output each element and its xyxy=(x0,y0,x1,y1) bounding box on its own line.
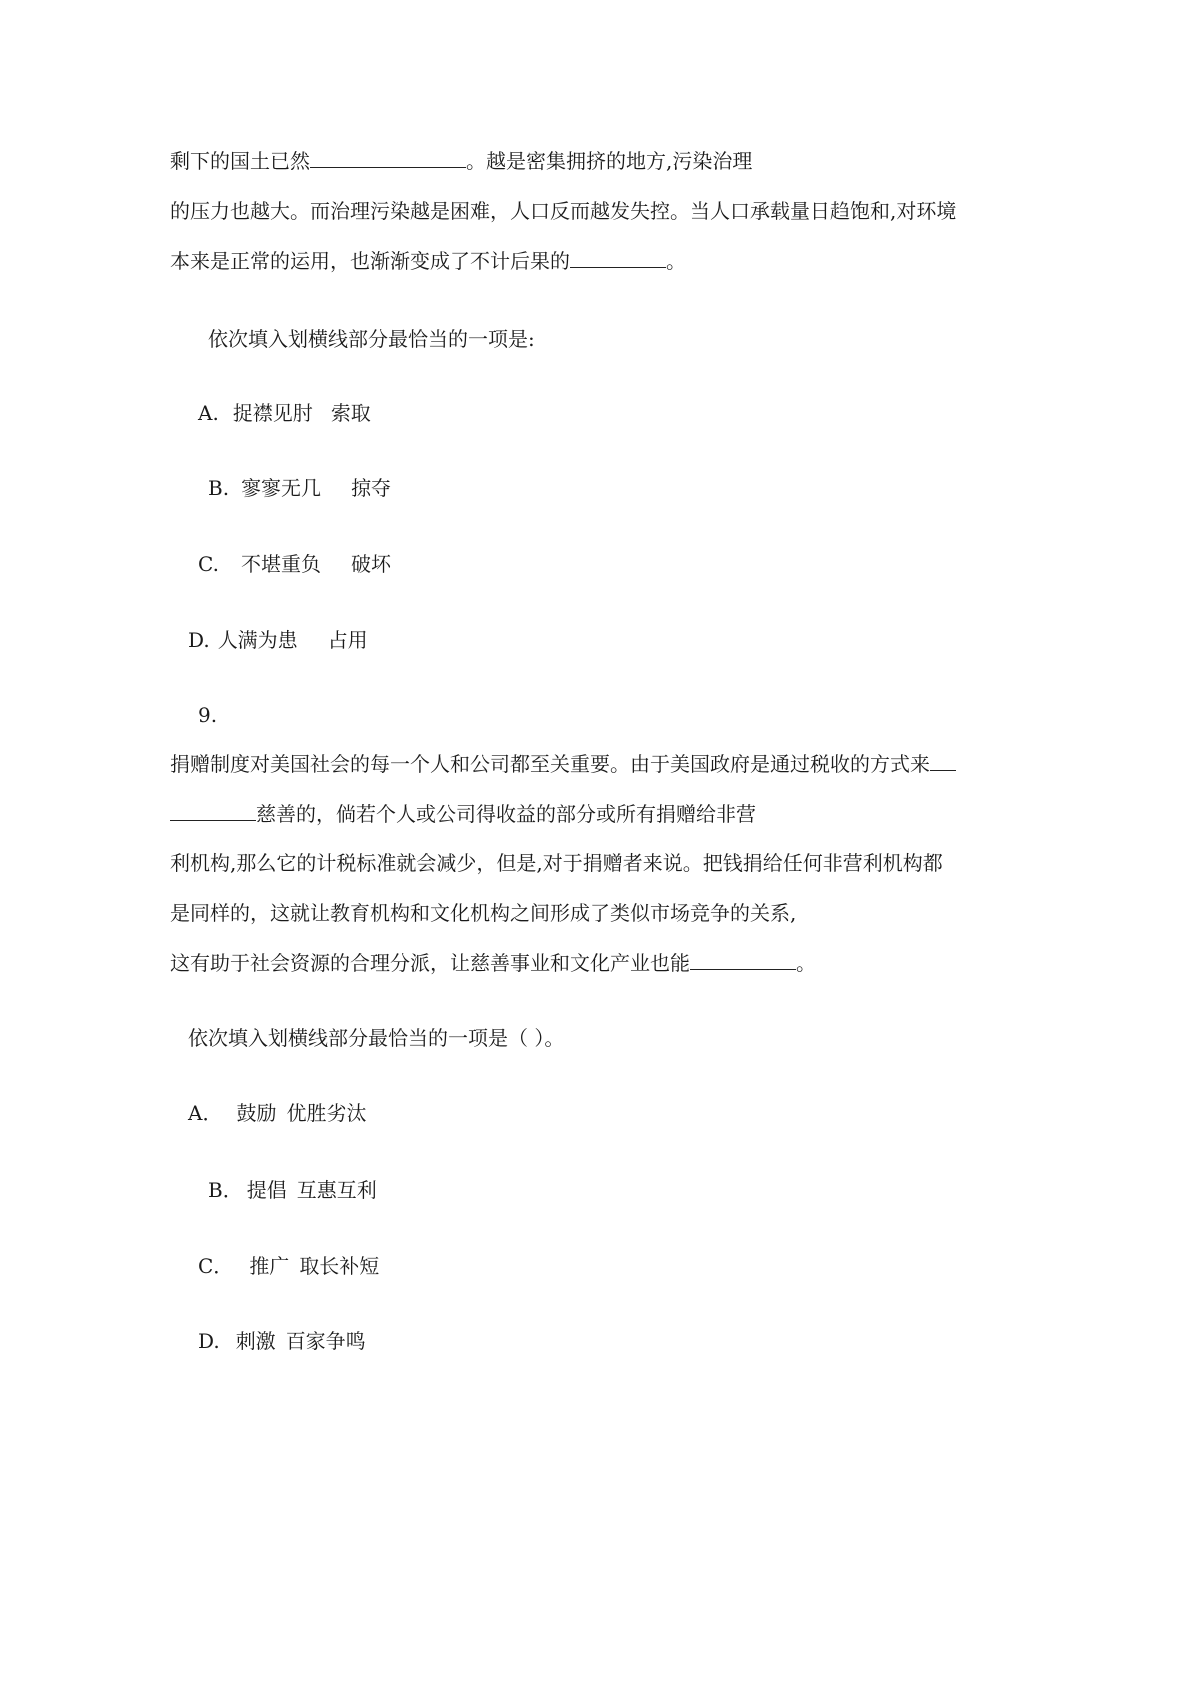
q8-option-b-second: 掠夺 xyxy=(351,476,392,500)
q8-option-c-second: 破坏 xyxy=(350,552,391,576)
q9-option-d-letter: D. xyxy=(198,1329,220,1353)
q9-prompt: 依次填入划横线部分最恰当的一项是（ ）。 xyxy=(188,1026,565,1050)
q9-option-b-second: 互惠互利 xyxy=(296,1178,377,1202)
q8-option-d xyxy=(188,627,368,653)
q9-option-a-second: 优胜劣汰 xyxy=(286,1101,367,1125)
q9-number: 9. xyxy=(198,703,218,727)
q8-option-c xyxy=(198,551,391,577)
q8-option-a-first: 捉襟见肘 xyxy=(232,401,313,425)
q8-option-a xyxy=(198,400,371,426)
q9-line1-text: 捐赠制度对美国社会的每一个人和公司都至关重要。由于美国政府是通过税收的方式来 xyxy=(170,752,930,776)
q8-blank-1 xyxy=(310,149,466,168)
q9-blank-2 xyxy=(690,951,796,970)
q8-option-d-second: 占用 xyxy=(327,628,368,652)
q9-option-a-first: 鼓励 xyxy=(236,1101,277,1125)
q8-text-line-2: 的压力也越大。而治理污染越是困难，人口反而越发失控。当人口承载量日趋饱和,对环境 xyxy=(170,199,957,223)
q8-prompt: 依次填入划横线部分最恰当的一项是: xyxy=(208,327,535,351)
q8-option-b xyxy=(208,475,391,501)
q8-option-c-first: 不堪重负 xyxy=(240,552,321,576)
q8-option-b-first: 寥寥无几 xyxy=(241,476,322,500)
q9-text-line-1 xyxy=(170,751,956,777)
q9-option-d xyxy=(198,1328,366,1354)
q9-option-c-letter: C． xyxy=(198,1254,234,1278)
q9-option-d-first: 刺激 xyxy=(235,1329,276,1353)
q9-option-c xyxy=(198,1253,379,1279)
q8-text-line-3 xyxy=(170,248,686,274)
q8-option-c-letter: C. xyxy=(198,552,219,576)
q8-blank-2 xyxy=(570,249,666,268)
q9-option-a-letter: A． xyxy=(188,1101,223,1125)
q8-text-line-1 xyxy=(170,148,752,174)
q9-line2-post: 慈善的，倘若个人或公司得收益的部分或所有捐赠给非营 xyxy=(256,802,756,826)
q8-line3-post: 。 xyxy=(666,249,686,273)
q9-text-line-5 xyxy=(170,950,816,976)
q9-option-c-second: 取长补短 xyxy=(299,1254,380,1278)
q9-option-b xyxy=(208,1177,377,1203)
q8-line3-pre: 本来是正常的运用，也渐渐变成了不计后果的 xyxy=(170,249,570,273)
q9-option-b-first: 提倡 xyxy=(246,1178,287,1202)
q8-line1-pre: 剩下的国土已然 xyxy=(170,149,310,173)
q8-line1-post: 。越是密集拥挤的地方,污染治理 xyxy=(466,149,753,173)
q8-option-a-second: 索取 xyxy=(330,401,371,425)
q9-text-line-4: 是同样的，这就让教育机构和文化机构之间形成了类似市场竞争的关系, xyxy=(170,901,797,925)
q9-text-line-3: 利机构,那么它的计税标准就会减少，但是,对于捐赠者来说。把钱捐给任何非营利机构都 xyxy=(170,851,943,875)
q9-text-line-2 xyxy=(170,801,756,827)
q8-option-d-letter: D. xyxy=(188,628,210,652)
q9-blank-1a xyxy=(930,752,956,771)
q9-line5-pre: 这有助于社会资源的合理分派，让慈善事业和文化产业也能 xyxy=(170,951,690,975)
q8-option-a-letter: A. xyxy=(198,401,219,425)
q9-option-d-second: 百家争鸣 xyxy=(285,1329,366,1353)
q9-option-a xyxy=(188,1100,366,1126)
q9-blank-1b xyxy=(170,802,256,821)
q8-option-b-letter: B. xyxy=(208,476,230,500)
q9-option-b-letter: B． xyxy=(208,1178,243,1202)
q8-option-d-first: 人满为患 xyxy=(217,628,298,652)
q9-option-c-first: 推广 xyxy=(249,1254,290,1278)
q9-line5-post: 。 xyxy=(796,951,816,975)
